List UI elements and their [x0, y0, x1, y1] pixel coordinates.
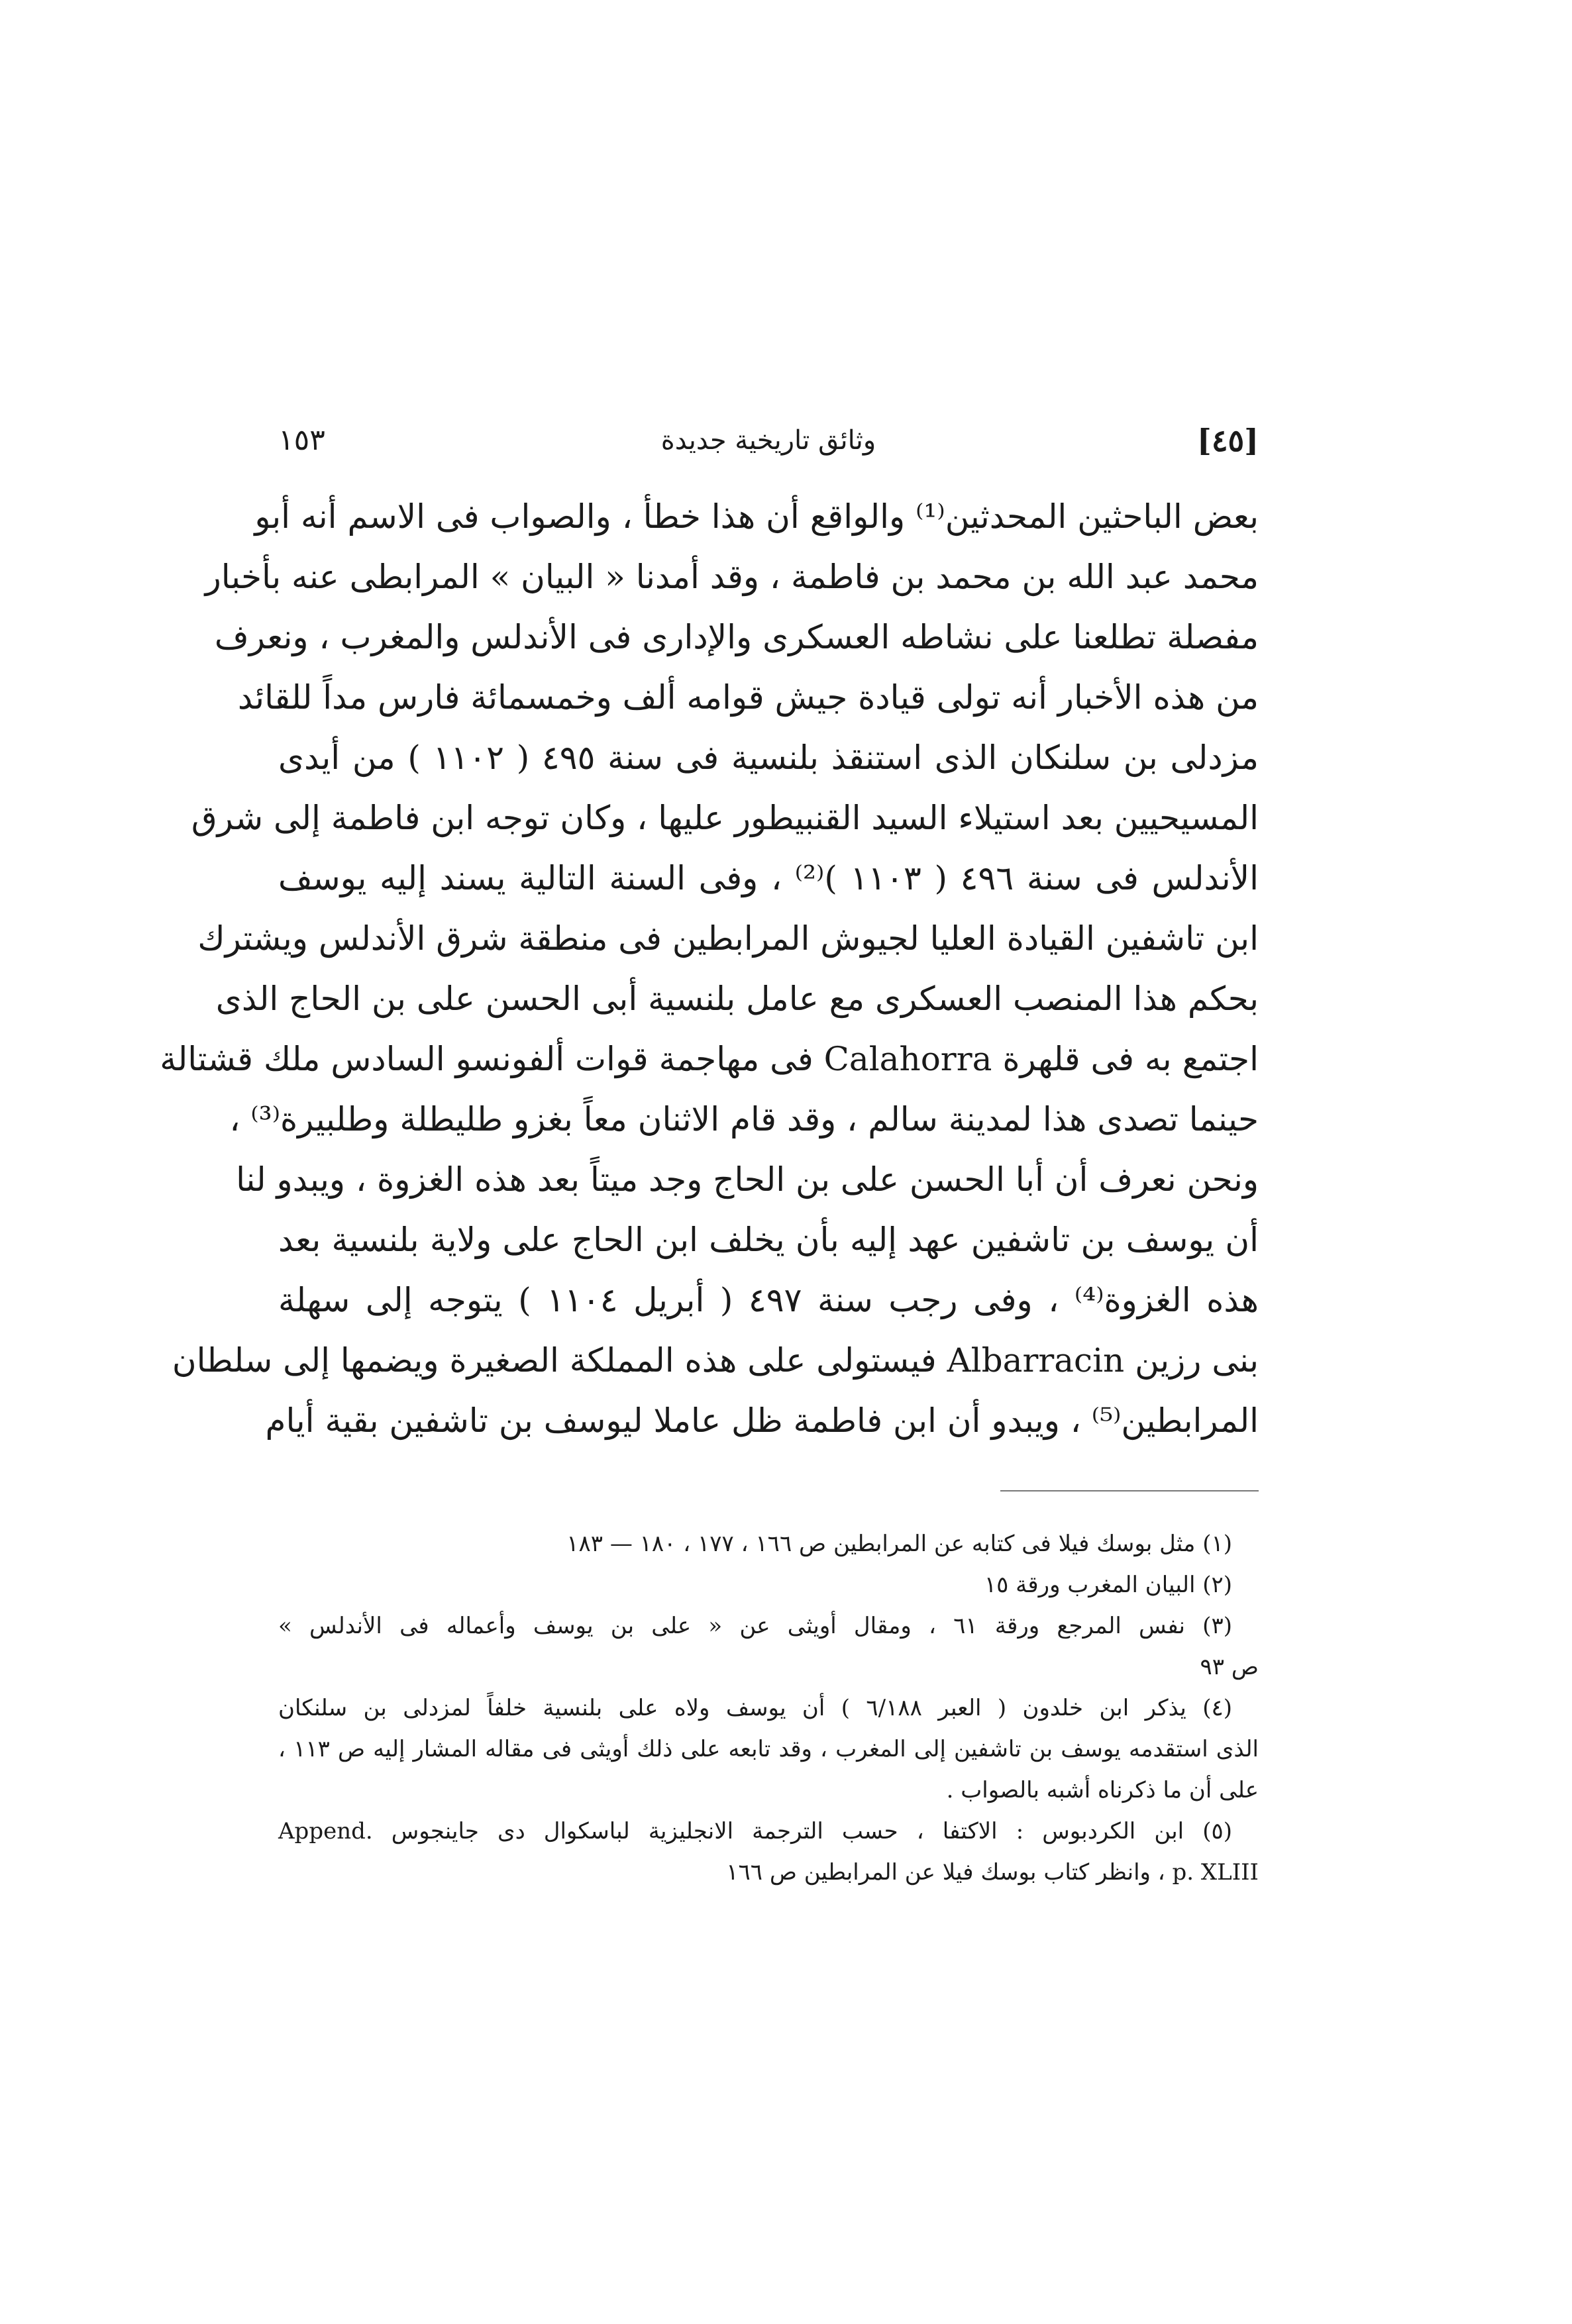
main-text: [160, 487, 1259, 1451]
footnote-3: (٣) نفس المرجع ورقة ٦١ ، ومقال أويثى عن « على بن يوسف وأعماله فى الأندلس »: [278, 1613, 1232, 1639]
text-line: حينما تصدى هذا لمدينة سالم ، وقد قام الاثنان معاً بغزو طليطلة وطلبيرة⁽³⁾ ،: [229, 1100, 1259, 1138]
text-line: مزدلى بن سلنكان الذى استنقذ بلنسية فى سنة ٤٩٥ ( ١١٠٢ ) من أيدى: [278, 738, 1259, 777]
footnote-4-end: على أن ما ذكرناه أشبه بالصواب .: [946, 1777, 1259, 1803]
text-line: بحكم هذا المنصب العسكرى مع عامل بلنسية أبى الحسن على بن الحاج الذى: [215, 980, 1259, 1018]
text-line: اجتمع به فى قلهرة Calahorra فى مهاجمة قوات ألفونسو السادس ملك قشتالة: [160, 1040, 1259, 1078]
text-line: مفصلة تطلعنا على نشاطه العسكرى والإدارى فى الأندلس والمغرب ، ونعرف: [214, 618, 1259, 656]
footnote-3-continued: ص ٩٣: [1200, 1654, 1259, 1680]
footnote-separator: [1000, 1490, 1259, 1491]
running-title: وثائق تاريخية جديدة: [660, 425, 876, 456]
footnote-5-continued: p. XLIII ، وانظر كتاب بوسك فيلا عن المرابطين ص ١٦٦: [726, 1859, 1259, 1886]
footnote-4: (٤) يذكر ابن خلدون ( العبر ٦/١٨٨ ) أن يوسف ولاه على بلنسية خلفاً لمزدلى بن سلنكان: [278, 1695, 1232, 1721]
text-line: المرابطين⁽⁵⁾ ، ويبدو أن ابن فاطمة ظل عاملا ليوسف بن تاشفين بقية أيام: [265, 1401, 1259, 1440]
text-line: بنى رزين Albarracin فيستولى على هذه المملكة الصغيرة ويضمها إلى سلطان: [172, 1341, 1259, 1380]
section-number: [٤٥]: [1197, 423, 1259, 458]
page-header: [278, 414, 1259, 467]
footnote-5: (٥) ابن الكردبوس : الاكتفا ، حسب الترجمة الانجليزية لباسكوال دى جاينجوس .Append: [278, 1818, 1232, 1844]
footnotes: [278, 1523, 1259, 1893]
text-line: هذه الغزوة⁽⁴⁾ ، وفى رجب سنة ٤٩٧ ( أبريل ١١٠٤ ) يتوجه إلى سهلة: [278, 1281, 1259, 1319]
footnote-2: (٢) البيان المغرب ورقة ١٥: [984, 1572, 1232, 1598]
text-line: بعض الباحثين المحدثين⁽¹⁾ والواقع أن هذا خطأ ، والصواب فى الاسم أنه أبو: [254, 497, 1259, 536]
text-line: أن يوسف بن تاشفين عهد إليه بأن يخلف ابن الحاج على ولاية بلنسية بعد: [278, 1221, 1259, 1259]
text-line: محمد عبد الله بن محمد بن فاطمة ، وقد أمدنا « البيان » المرابطى عنه بأخبار: [205, 558, 1259, 596]
footnote-4-continued: الذى استقدمه يوسف بن تاشفين إلى المغرب ، وقد تابعه على ذلك أويثى فى مقاله المشار إليه ص ١١٣ ،: [278, 1736, 1259, 1762]
page-number: ١٥٣: [278, 423, 325, 457]
text-line: الأندلس فى سنة ٤٩٦ ( ١١٠٣ )⁽²⁾ ، وفى السنة التالية يسند إليه يوسف: [278, 859, 1259, 897]
text-line: المسيحيين بعد استيلاء السيد القنبيطور عليها ، وكان توجه ابن فاطمة إلى شرق: [191, 799, 1259, 837]
text-line: من هذه الأخبار أنه تولى قيادة جيش قوامه ألف وخمسمائة فارس مداً للقائد: [237, 678, 1259, 717]
footnote-1: (١) مثل بوسك فيلا فى كتابه عن المرابطين ص ١٦٦ ، ١٧٧ ، ١٨٠ — ١٨٣: [566, 1531, 1232, 1557]
text-line: ابن تاشفين القيادة العليا لجيوش المرابطين فى منطقة شرق الأندلس ويشترك: [197, 919, 1259, 958]
text-line: ونحن نعرف أن أبا الحسن على بن الحاج وجد ميتاً بعد هذه الغزوة ، ويبدو لنا: [236, 1160, 1259, 1199]
